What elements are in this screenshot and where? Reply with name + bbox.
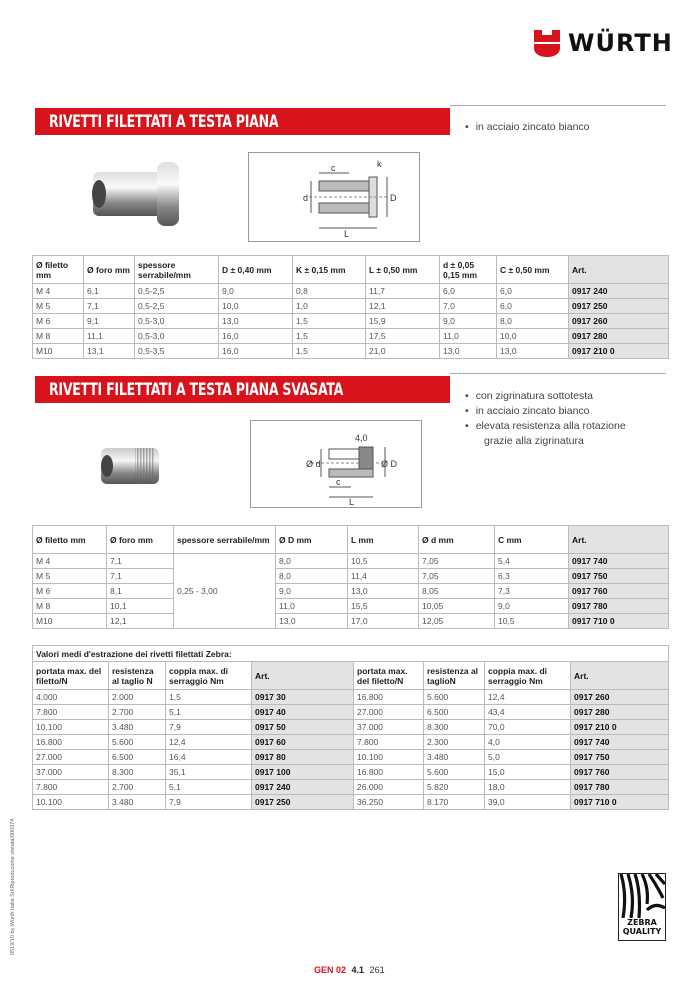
table-cell: 7,1 [107, 554, 174, 569]
table-cell: 7,05 [419, 569, 495, 584]
table-cell: 9,1 [84, 314, 135, 329]
table-cell: 16.800 [354, 765, 424, 780]
table-cell: 17,0 [348, 614, 419, 629]
article-number: 0917 750 [571, 750, 669, 765]
table-cell: 7.800 [354, 735, 424, 750]
table-cell: 11,7 [366, 284, 440, 299]
table-cell: 37.000 [354, 720, 424, 735]
table-cell: 6,0 [497, 284, 569, 299]
table-row [33, 795, 669, 810]
table-cell: 5.820 [424, 780, 485, 795]
column-header: resistenza al taglioN [424, 662, 485, 690]
table-cell: 5.600 [424, 690, 485, 705]
article-number: 0917 240 [569, 284, 669, 299]
table-cell: 8,0 [497, 314, 569, 329]
column-header: spessore serrabile/mm [174, 526, 276, 554]
table-cell: 13,0 [348, 584, 419, 599]
table-row [33, 690, 669, 705]
column-header: coppia max. di serraggio Nm [485, 662, 571, 690]
table-cell: 13,0 [497, 344, 569, 359]
table-cell: 1,5 [293, 344, 366, 359]
column-header: Art. [571, 662, 669, 690]
article-number: 0917 210 0 [571, 720, 669, 735]
divider [450, 373, 666, 374]
table-cell: 43,4 [485, 705, 571, 720]
table-cell: 9,0 [495, 599, 569, 614]
table-cell: 9,0 [440, 314, 497, 329]
table-cell: 11,1 [84, 329, 135, 344]
table-cell: 6.500 [424, 705, 485, 720]
article-number: 0917 280 [569, 329, 669, 344]
column-header: Art. [569, 526, 669, 554]
article-number: 0917 100 [252, 765, 354, 780]
article-number: 0917 210 0 [569, 344, 669, 359]
rivet-flat-head-image [85, 160, 195, 230]
article-number: 0917 760 [569, 584, 669, 599]
table-cell: 7.800 [33, 780, 109, 795]
table-cell: 2.300 [424, 735, 485, 750]
table-cell: 10,05 [419, 599, 495, 614]
section1-features [465, 120, 590, 135]
brand-name: WÜRTH [568, 29, 673, 57]
dim-k: k [377, 159, 382, 169]
section2-features [465, 389, 626, 449]
table-cell: M 5 [33, 569, 107, 584]
article-number: 0917 740 [571, 735, 669, 750]
table-cell: M 5 [33, 299, 84, 314]
table-cell: 7,9 [166, 795, 252, 810]
table-cell: 3.480 [424, 750, 485, 765]
table-row [33, 735, 669, 750]
table-cell: 8.300 [424, 720, 485, 735]
table-cell: 17,5 [366, 329, 440, 344]
article-number: 0917 240 [252, 780, 354, 795]
table-cell: 2.700 [109, 705, 166, 720]
table-cell: 10,1 [107, 599, 174, 614]
dim-d: Ø d [306, 459, 321, 469]
dim-D: D [390, 193, 397, 203]
quality-text: QUALITY [622, 927, 662, 936]
table-cell: 10,0 [219, 299, 293, 314]
article-number: 0917 250 [252, 795, 354, 810]
copyright-note: 0519/10 by Würth Italia Srl/Riproduzione vietata/000374 [10, 818, 16, 955]
table-cell: 37.000 [33, 765, 109, 780]
table-cell: 7,9 [166, 720, 252, 735]
table-cell: 13,0 [440, 344, 497, 359]
table-cell: 10.100 [33, 720, 109, 735]
table-cell: 8.170 [424, 795, 485, 810]
article-number: 0917 80 [252, 750, 354, 765]
section1-title: RIVETTI FILETTATI A TESTA PIANA [35, 108, 450, 135]
table-cell: M 6 [33, 314, 84, 329]
table-cell: 6,3 [495, 569, 569, 584]
table-cell: 0,5-3,0 [135, 314, 219, 329]
table-cell: 7,3 [495, 584, 569, 599]
column-header: spessore serrabile/mm [135, 256, 219, 284]
article-number: 0917 760 [571, 765, 669, 780]
table-cell: 2.000 [109, 690, 166, 705]
table-cell: 16.800 [354, 690, 424, 705]
wurth-logo [532, 28, 673, 58]
zebra-quality-logo [618, 873, 666, 941]
table-cell: M 8 [33, 599, 107, 614]
table-cell: 8,05 [419, 584, 495, 599]
table-cell: 0,5-2,5 [135, 299, 219, 314]
table-cell: 12,1 [107, 614, 174, 629]
table-cell: 13,0 [219, 314, 293, 329]
article-number: 0917 750 [569, 569, 669, 584]
feature: • con zigrinatura sottotesta [465, 389, 626, 404]
table-cell: 15,9 [366, 314, 440, 329]
table-cell: 35,1 [166, 765, 252, 780]
section2-title: RIVETTI FILETTATI A TESTA PIANA SVASATA [35, 376, 450, 403]
table-cell: M 4 [33, 284, 84, 299]
table-row [33, 584, 669, 599]
table-cell: 1,5 [293, 314, 366, 329]
table-cell: 27.000 [354, 705, 424, 720]
table-row [33, 614, 669, 629]
column-header: Ø d mm [419, 526, 495, 554]
table-cell: 5,1 [166, 780, 252, 795]
table-cell: 0,5-3,0 [135, 329, 219, 344]
zebra-text: ZEBRA [627, 918, 657, 927]
column-header: Ø filetto mm [33, 526, 107, 554]
article-number: 0917 780 [571, 780, 669, 795]
dim-d: d [303, 193, 309, 203]
zebra-stripes-icon [619, 874, 665, 918]
table-cell: 12,4 [485, 690, 571, 705]
table-cell: 5,1 [166, 705, 252, 720]
catalog-code: GEN 02 [314, 965, 347, 975]
table-cell: 0,5-2,5 [135, 284, 219, 299]
table-cell: 8,0 [276, 569, 348, 584]
table-cell: 1,5 [166, 690, 252, 705]
column-header: Ø D mm [276, 526, 348, 554]
table-cell: 6.500 [109, 750, 166, 765]
column-header: coppia max. di serraggio Nm [166, 662, 252, 690]
table-cell: 5.600 [109, 735, 166, 750]
article-number: 0917 260 [569, 314, 669, 329]
table-row [33, 750, 669, 765]
table-cell: 16.800 [33, 735, 109, 750]
wurth-logo-icon [532, 28, 562, 58]
table-cell: 1,0 [293, 299, 366, 314]
table-cell: 39,0 [485, 795, 571, 810]
table-cell: 6,0 [497, 299, 569, 314]
table-cell: 9,0 [276, 584, 348, 599]
table-cell: 26.000 [354, 780, 424, 795]
table-cell: 10.100 [33, 795, 109, 810]
table-cell: 10.100 [354, 750, 424, 765]
table-cell: 10,5 [495, 614, 569, 629]
column-header: D ± 0,40 mm [219, 256, 293, 284]
table-row [33, 599, 669, 614]
table-cell: 9,0 [219, 284, 293, 299]
table-row [33, 780, 669, 795]
table-cell: 11,0 [276, 599, 348, 614]
column-header: C ± 0,50 mm [497, 256, 569, 284]
column-header: d ± 0,05 0,15 mm [440, 256, 497, 284]
dim-c: c [336, 477, 341, 487]
article-number: 0917 40 [252, 705, 354, 720]
table-row [33, 314, 669, 329]
section2-diagram [250, 420, 422, 508]
table-row [33, 765, 669, 780]
table-cell: 11,4 [348, 569, 419, 584]
table-cell: 0,25 - 3,00 [174, 554, 276, 629]
table-cell: 2.700 [109, 780, 166, 795]
table-cell: M 6 [33, 584, 107, 599]
section1-table [32, 255, 669, 359]
table-cell: 5,4 [495, 554, 569, 569]
article-number: 0917 50 [252, 720, 354, 735]
table-cell: 5,0 [485, 750, 571, 765]
table-cell: M10 [33, 344, 84, 359]
column-header: Art. [252, 662, 354, 690]
table-cell: 8.300 [109, 765, 166, 780]
column-header: L ± 0,50 mm [366, 256, 440, 284]
table-cell: 70,0 [485, 720, 571, 735]
table-cell: 5.600 [424, 765, 485, 780]
feature: • in acciaio zincato bianco [465, 404, 626, 419]
table-cell: 13,0 [276, 614, 348, 629]
table-row [33, 720, 669, 735]
article-number: 0917 710 0 [569, 614, 669, 629]
table-cell: M10 [33, 614, 107, 629]
table-cell: 4.000 [33, 690, 109, 705]
table-cell: 8,0 [276, 554, 348, 569]
article-number: 0917 780 [569, 599, 669, 614]
column-header: C mm [495, 526, 569, 554]
table-cell: 15,5 [348, 599, 419, 614]
table-row [33, 329, 669, 344]
column-header: Ø filetto mm [33, 256, 84, 284]
column-header: portata max. del filetto/N [354, 662, 424, 690]
section-number: 4.1 [351, 965, 365, 975]
table-cell: M 8 [33, 329, 84, 344]
article-number: 0917 740 [569, 554, 669, 569]
table-cell: 15,0 [485, 765, 571, 780]
table-cell: 36.250 [354, 795, 424, 810]
section2-table [32, 525, 669, 629]
column-header: Art. [569, 256, 669, 284]
column-header: Ø foro mm [107, 526, 174, 554]
table-cell: 1,5 [293, 329, 366, 344]
article-number: 0917 250 [569, 299, 669, 314]
table-cell: 12,4 [166, 735, 252, 750]
table-row [33, 569, 669, 584]
table-cell: 3.480 [109, 720, 166, 735]
table-cell: 0,8 [293, 284, 366, 299]
table-cell: 11,0 [440, 329, 497, 344]
table-row [33, 554, 669, 569]
article-number: 0917 260 [571, 690, 669, 705]
feature: • elevata resistenza alla rotazione [465, 419, 626, 434]
table-cell: 10,5 [348, 554, 419, 569]
column-header: L mm [348, 526, 419, 554]
table-cell: 13,1 [84, 344, 135, 359]
table-cell: 8,1 [107, 584, 174, 599]
feature-continuation: grazie alla zigrinatura [484, 435, 584, 447]
table-cell: 16,0 [219, 329, 293, 344]
table-caption: Valori medi d'estrazione dei rivetti filettati Zebra: [33, 646, 669, 662]
table-cell: 16,0 [219, 344, 293, 359]
column-header: K ± 0,15 mm [293, 256, 366, 284]
table-cell: 7,1 [84, 299, 135, 314]
dim-L: L [349, 497, 355, 507]
table-cell: M 4 [33, 554, 107, 569]
page-number: 261 [369, 965, 385, 975]
table-cell: 7,1 [107, 569, 174, 584]
article-number: 0917 710 0 [571, 795, 669, 810]
dim-c: c [331, 163, 336, 173]
column-header: Ø foro mm [84, 256, 135, 284]
table-row [33, 344, 669, 359]
rivet-countersunk-image [95, 440, 165, 492]
table-cell: 4,0 [485, 735, 571, 750]
article-number: 0917 30 [252, 690, 354, 705]
feature: • in acciaio zincato bianco [465, 120, 590, 135]
dim-D: Ø D [381, 459, 398, 469]
table-row [33, 299, 669, 314]
dim-L: L [344, 229, 350, 239]
table-cell: 7.800 [33, 705, 109, 720]
table-cell: 0,5-3,5 [135, 344, 219, 359]
column-header: portata max. del filetto/N [33, 662, 109, 690]
table-cell: 6,1 [84, 284, 135, 299]
table-cell: 3.480 [109, 795, 166, 810]
table-cell: 7,0 [440, 299, 497, 314]
table-row [33, 705, 669, 720]
article-number: 0917 280 [571, 705, 669, 720]
dim-width: 4,0 [355, 433, 368, 443]
table-row [33, 284, 669, 299]
extraction-values-table [32, 645, 669, 810]
table-cell: 18,0 [485, 780, 571, 795]
table-cell: 6,0 [440, 284, 497, 299]
divider [450, 105, 666, 106]
table-cell: 12,1 [366, 299, 440, 314]
column-header: resistenza al taglio N [109, 662, 166, 690]
page-footer [314, 965, 385, 975]
table-cell: 16,4 [166, 750, 252, 765]
table-cell: 21,0 [366, 344, 440, 359]
article-number: 0917 60 [252, 735, 354, 750]
section1-diagram [248, 152, 420, 242]
table-cell: 12,05 [419, 614, 495, 629]
table-cell: 27.000 [33, 750, 109, 765]
table-cell: 7,05 [419, 554, 495, 569]
table-cell: 10,0 [497, 329, 569, 344]
